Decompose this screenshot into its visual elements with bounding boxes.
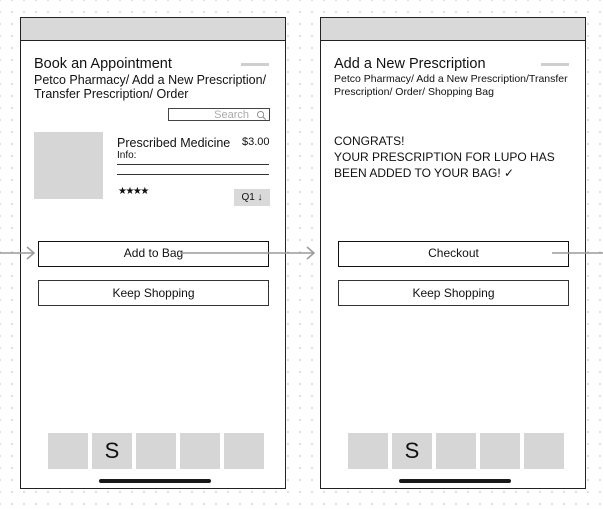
breadcrumb: Petco Pharmacy/ Add a New Prescription/ Transfer Prescription/ Order [34, 73, 267, 101]
tab-bar [48, 433, 266, 469]
arrow-right-icon [307, 247, 314, 259]
tab-item[interactable] [136, 433, 176, 469]
add-to-bag-button[interactable]: Add to Bag [38, 241, 269, 267]
tab-item[interactable] [348, 433, 388, 469]
phone-screen-add-to-bag [20, 17, 286, 489]
keep-shopping-button[interactable]: Keep Shopping [38, 280, 269, 306]
divider [117, 164, 269, 165]
tab-item-active[interactable]: S [92, 433, 132, 469]
search-icon[interactable] [256, 110, 267, 121]
breadcrumb: Petco Pharmacy/ Add a New Prescription/Transfer Prescription/ Order/ Shopping Bag [334, 73, 568, 98]
checkout-button[interactable]: Checkout [338, 241, 569, 267]
tab-item[interactable] [224, 433, 264, 469]
menu-dash-icon[interactable] [241, 63, 269, 66]
product-info-label: Info: [117, 150, 137, 161]
home-indicator[interactable] [99, 479, 211, 483]
keep-shopping-button[interactable]: Keep Shopping [338, 280, 569, 306]
tab-item-active[interactable]: S [392, 433, 432, 469]
phone-screen-confirmation [320, 17, 586, 489]
menu-dash-icon[interactable] [541, 63, 569, 66]
tab-item[interactable] [180, 433, 220, 469]
tab-item[interactable] [436, 433, 476, 469]
quantity-select[interactable]: Q1 ↓ [234, 189, 270, 206]
confirmation-message: CONGRATS! YOUR PRESCRIPTION FOR LUPO HAS BEEN ADDED TO YOUR BAG! ✓ [334, 134, 555, 180]
divider [117, 174, 269, 175]
product-name[interactable]: Prescribed Medicine [117, 136, 231, 150]
search-placeholder: Search [214, 109, 249, 121]
tab-item[interactable] [480, 433, 520, 469]
tab-item[interactable] [524, 433, 564, 469]
home-indicator[interactable] [399, 479, 511, 483]
tab-bar [348, 433, 566, 469]
page-title: Add a New Prescription [334, 56, 486, 72]
tab-item[interactable] [48, 433, 88, 469]
product-image-placeholder[interactable] [34, 132, 103, 199]
search-input[interactable] [168, 108, 270, 121]
page-title: Book an Appointment [34, 56, 172, 72]
status-bar [21, 18, 285, 41]
rating-stars: ★★★★ [118, 186, 148, 197]
product-price: $3.00 [242, 136, 270, 148]
status-bar [321, 18, 585, 41]
